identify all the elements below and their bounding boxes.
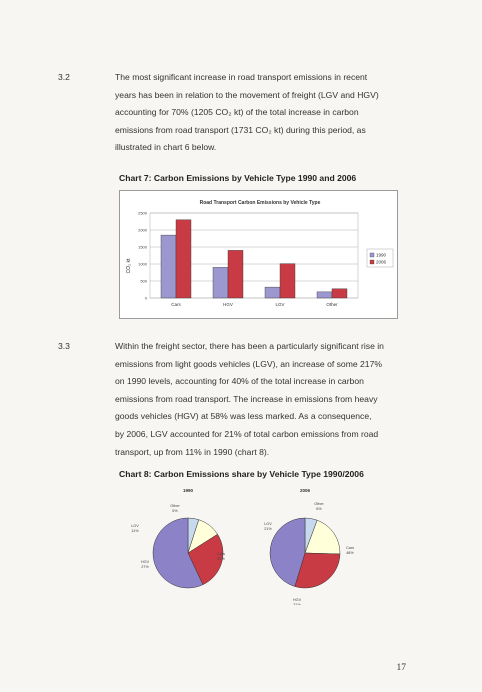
pie-label: 21% [264,527,272,531]
paragraph-3-2 [115,69,445,157]
pie-label: LGV [264,522,272,526]
legend-label: 2006 [376,259,387,265]
text-line: accounting for 70% (1205 CO₂ kt) of the total increase in carbon [115,107,359,118]
legend-swatch [370,253,374,257]
text-line: Within the freight sector, there has been a particularly significant rise in [115,341,384,351]
text-line: by 2006, LGV accounted for 21% of total carbon emissions from road [115,428,379,439]
pie-label: 6% [316,507,322,511]
section-number: 3.2 [58,72,70,82]
pie-label: 27% [141,565,149,569]
bar-chart [120,191,397,318]
chart7-heading: Chart 7: Carbon Emissions by Vehicle Type 1990 and 2006 [119,173,357,183]
bar [161,235,176,298]
bar [280,264,295,298]
x-tick-label: Cars [171,302,181,307]
text-line: goods vehicles (HGV) at 58% was less marked. As a consequence, [115,411,372,422]
text-line: on 1990 levels, accounting for 40% of the total increase in carbon [115,376,364,387]
pie-label: Other [314,502,324,506]
pie-label: 31% [293,603,301,605]
pie-label: 11% [131,529,139,533]
page-number: 17 [396,663,406,673]
pie-label: 57% [217,557,225,561]
bar [265,287,280,298]
text-line: The most significant increase in road transport emissions in recent [115,72,368,82]
y-tick-label: 1500 [138,244,147,250]
chart-legend [367,249,393,267]
y-tick-label: 0 [144,295,147,301]
pie-label: HGV [292,598,302,602]
y-tick-label: 500 [140,278,147,284]
pie-label: Other [170,504,180,508]
x-tick-label: Other [326,302,338,307]
pie-label: 48% [346,551,354,555]
pie-label: Cars [216,552,226,556]
pie-label: HGV [140,560,150,564]
chart7-inner-title: Road Transport Carbon Emissions by Vehicle Type [199,200,321,206]
chart7-frame [119,190,398,319]
chart8-heading: Chart 8: Carbon Emissions share by Vehicle Type 1990/2006 [119,469,364,479]
text-line: emissions from road transport. The increase in emissions from heavy [115,393,378,404]
bar [228,250,243,298]
pie-title: 1990 [182,488,194,493]
bar [176,220,191,298]
y-tick-label: 1000 [138,261,147,267]
y-tick-label: 2500 [138,210,147,216]
x-tick-label: HGV [223,302,233,307]
text-line: emissions from road transport (1731 CO₂ kt) during this period, as [115,124,366,135]
text-line: transport, up from 11% in 1990 (chart 8). [115,446,270,457]
legend-swatch [370,260,374,264]
legend-label: 1990 [376,252,387,258]
pie-label: LGV [131,524,139,528]
pie-charts [115,485,415,605]
pie-title: 2006 [299,488,311,493]
pie-2006 [264,488,354,605]
paragraph-3-3 [115,338,445,461]
section-number: 3.3 [58,341,70,351]
pie-label: Cars [345,546,355,550]
pie-1990 [131,488,225,588]
x-tick-label: LGV [275,302,285,307]
text-line: emissions from light goods vehicles (LGV), an increase of some 217% [115,358,383,369]
y-tick-label: 2000 [138,227,147,233]
pie-label: 5% [172,509,178,513]
y-axis-label: CO₂ kt [126,258,132,274]
bar [317,292,332,298]
bar [332,289,347,298]
text-line: years has been in relation to the movement of freight (LGV and HGV) [115,89,379,100]
text-line: illustrated in chart 6 below. [115,142,217,153]
bar [213,267,228,298]
